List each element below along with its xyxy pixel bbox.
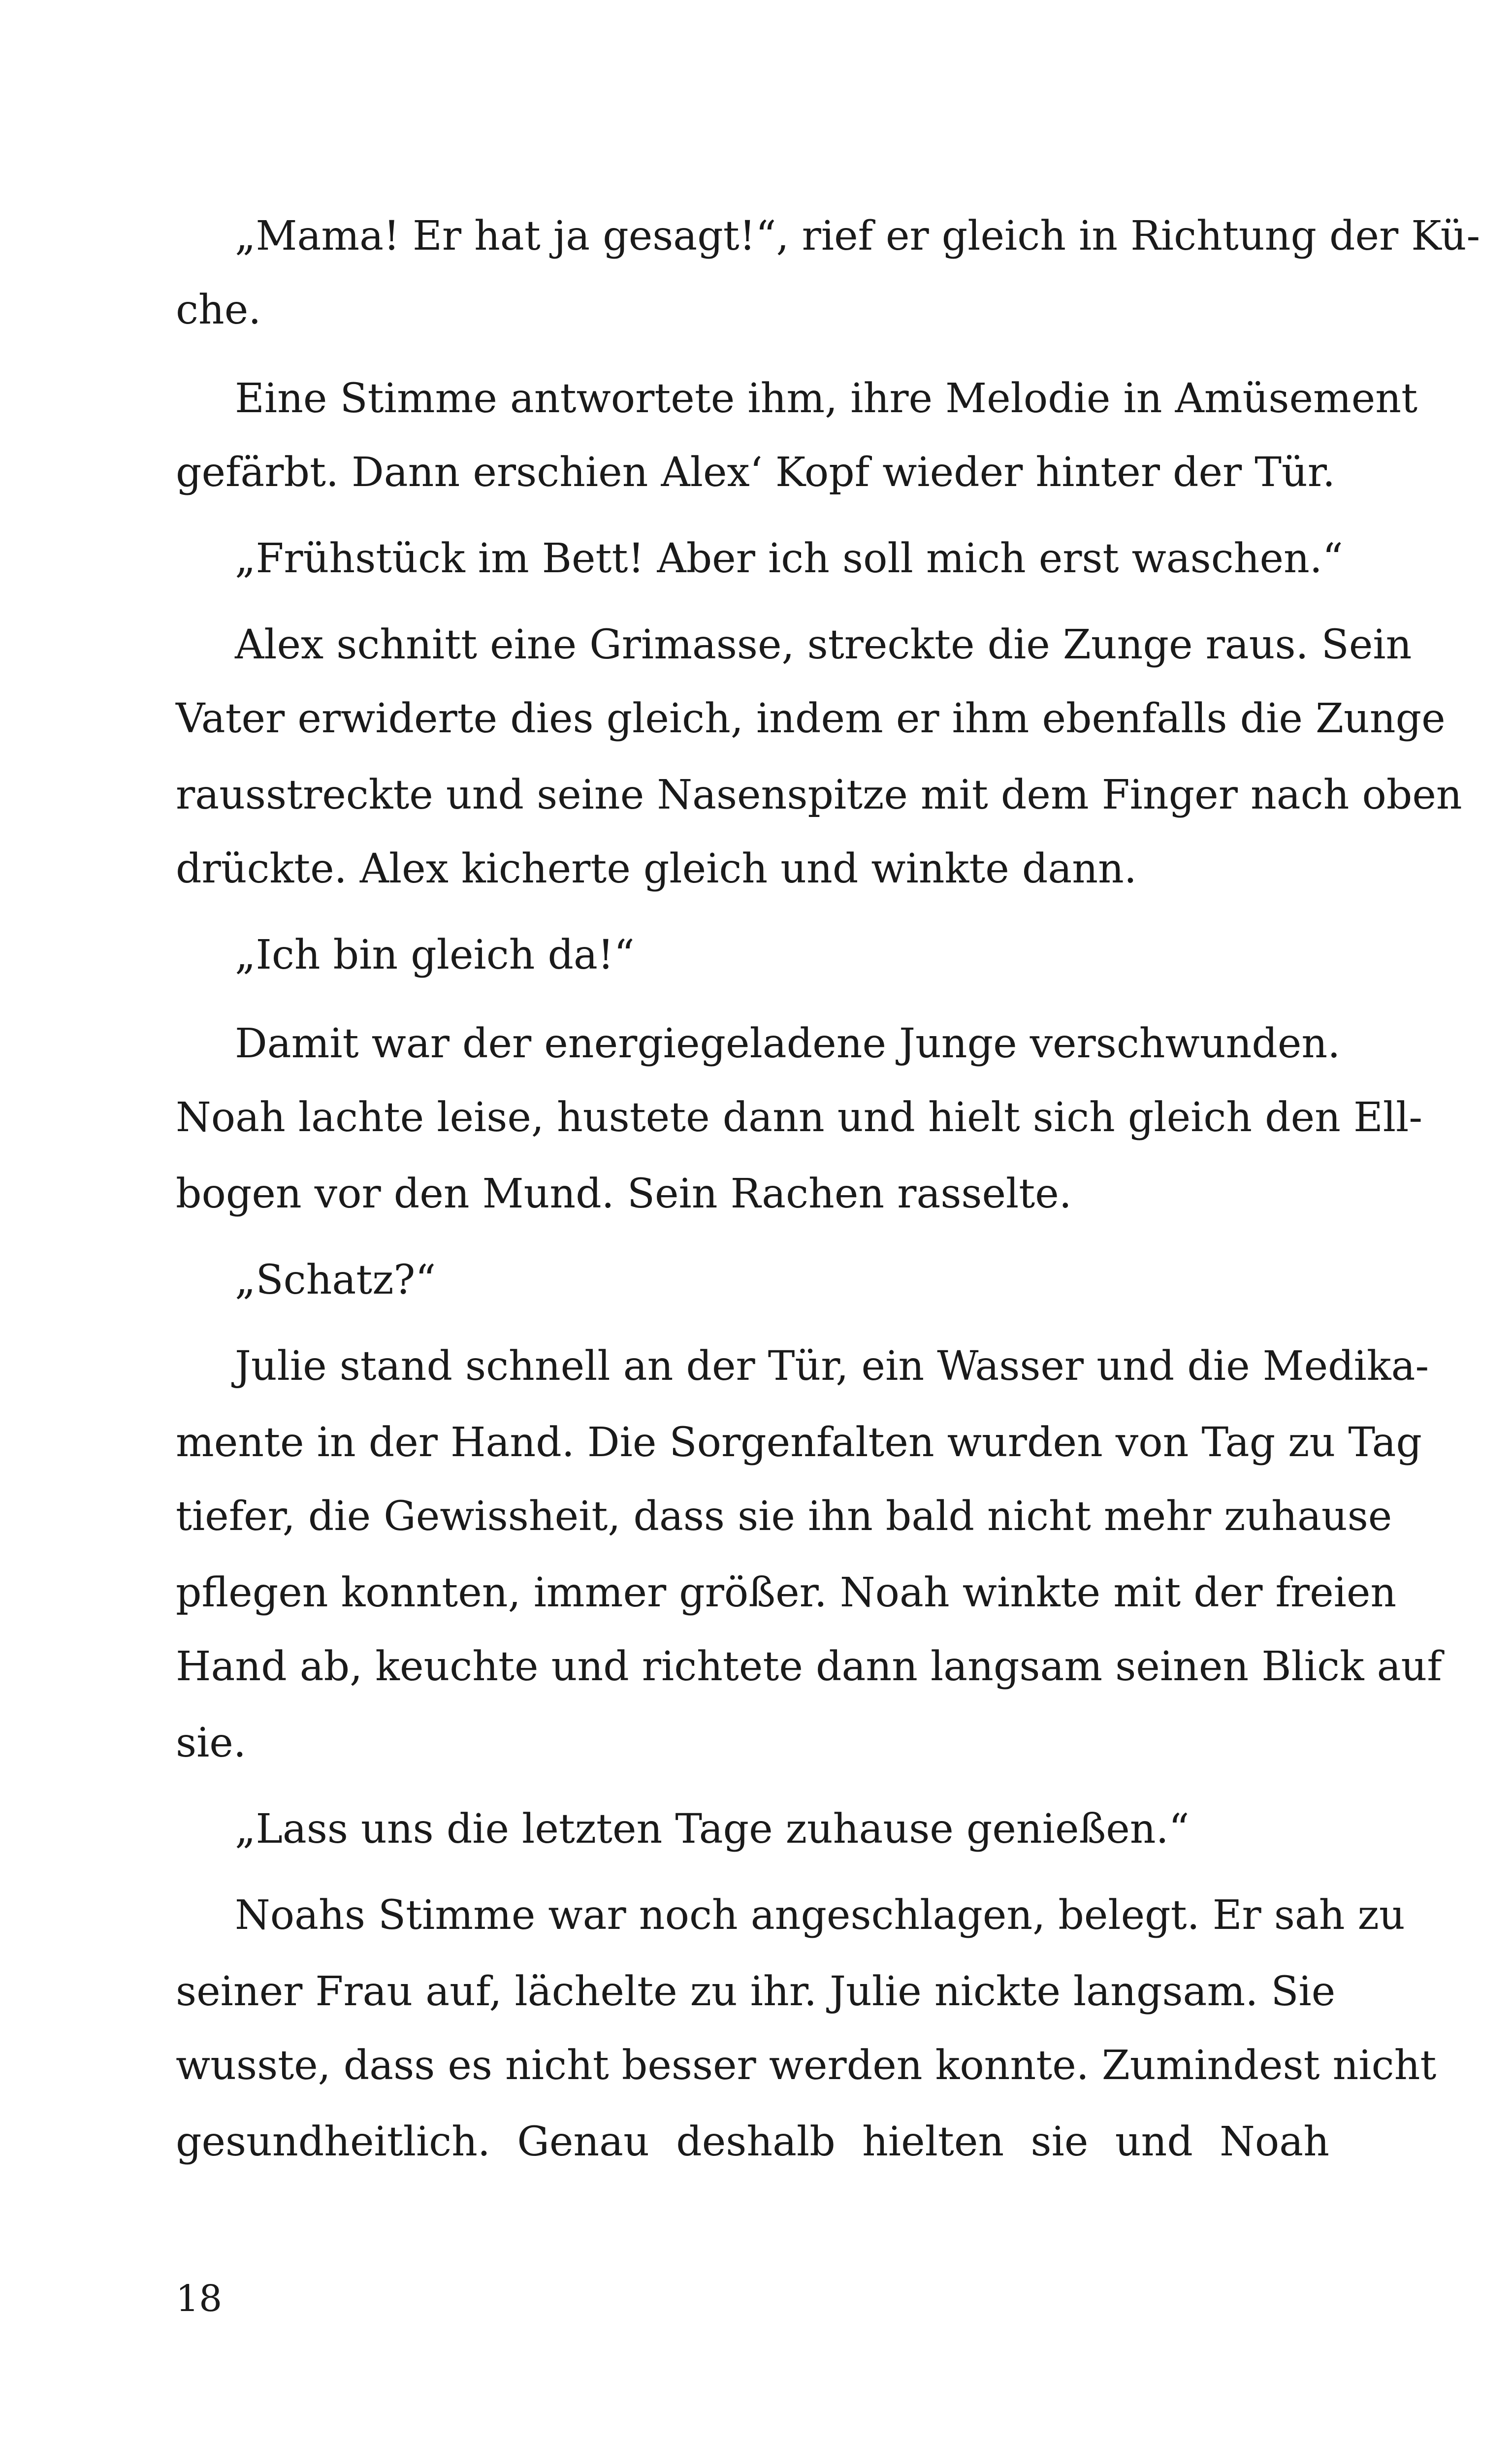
text-line: seiner Frau auf, lächelte zu ihr. Julie nickte langsam. Sie <box>176 1968 1336 2015</box>
text-line: „Ich bin gleich da!“ <box>235 932 635 978</box>
page-number: 18 <box>176 2278 223 2320</box>
text-line: drückte. Alex kicherte gleich und winkte dann. <box>176 846 1137 892</box>
text-line: tiefer, die Gewissheit, dass sie ihn bald nicht mehr zuhause <box>176 1493 1392 1540</box>
text-line: Julie stand schnell an der Tür, ein Wasser und die Medika- <box>235 1343 1429 1390</box>
text-line: Damit war der energiegeladene Junge verschwunden. <box>235 1020 1341 1067</box>
text-line: Vater erwiderte dies gleich, indem er ihm ebenfalls die Zunge <box>176 695 1446 742</box>
text-line: „Schatz?“ <box>235 1257 436 1303</box>
text-line: mente in der Hand. Die Sorgenfalten wurden von Tag zu Tag <box>176 1419 1422 1466</box>
text-line: „Frühstück im Bett! Aber ich soll mich erst waschen.“ <box>235 535 1343 582</box>
text-line: „Lass uns die letzten Tage zuhause genießen.“ <box>235 1806 1190 1853</box>
text-line: gesundheitlich. Genau deshalb hielten sie und Noah <box>176 2118 1329 2165</box>
text-line: pflegen konnten, immer größer. Noah winkte mit der freien <box>176 1569 1397 1616</box>
text-line: Alex schnitt eine Grimasse, streckte die Zunge raus. Sein <box>235 621 1412 668</box>
text-line: Eine Stimme antwortete ihm, ihre Melodie in Amüsement <box>235 375 1418 422</box>
text-line: „Mama! Er hat ja gesagt!“, rief er gleich in Richtung der Kü- <box>235 213 1480 260</box>
text-line: rausstreckte und seine Nasenspitze mit dem Finger nach oben <box>176 772 1462 818</box>
text-line: wusste, dass es nicht besser werden konnte. Zumindest nicht <box>176 2042 1437 2089</box>
text-line: Noahs Stimme war noch angeschlagen, belegt. Er sah zu <box>235 1892 1405 1939</box>
text-line: Noah lachte leise, hustete dann und hielt sich gleich den Ell- <box>176 1094 1423 1141</box>
text-line: che. <box>176 287 261 333</box>
text-line: sie. <box>176 1720 246 1766</box>
text-line: bogen vor den Mund. Sein Rachen rasselte. <box>176 1171 1072 1217</box>
text-line: Hand ab, keuchte und richtete dann langsam seinen Blick auf <box>176 1643 1442 1690</box>
text-line: gefärbt. Dann erschien Alex‘ Kopf wieder hinter der Tür. <box>176 449 1336 496</box>
